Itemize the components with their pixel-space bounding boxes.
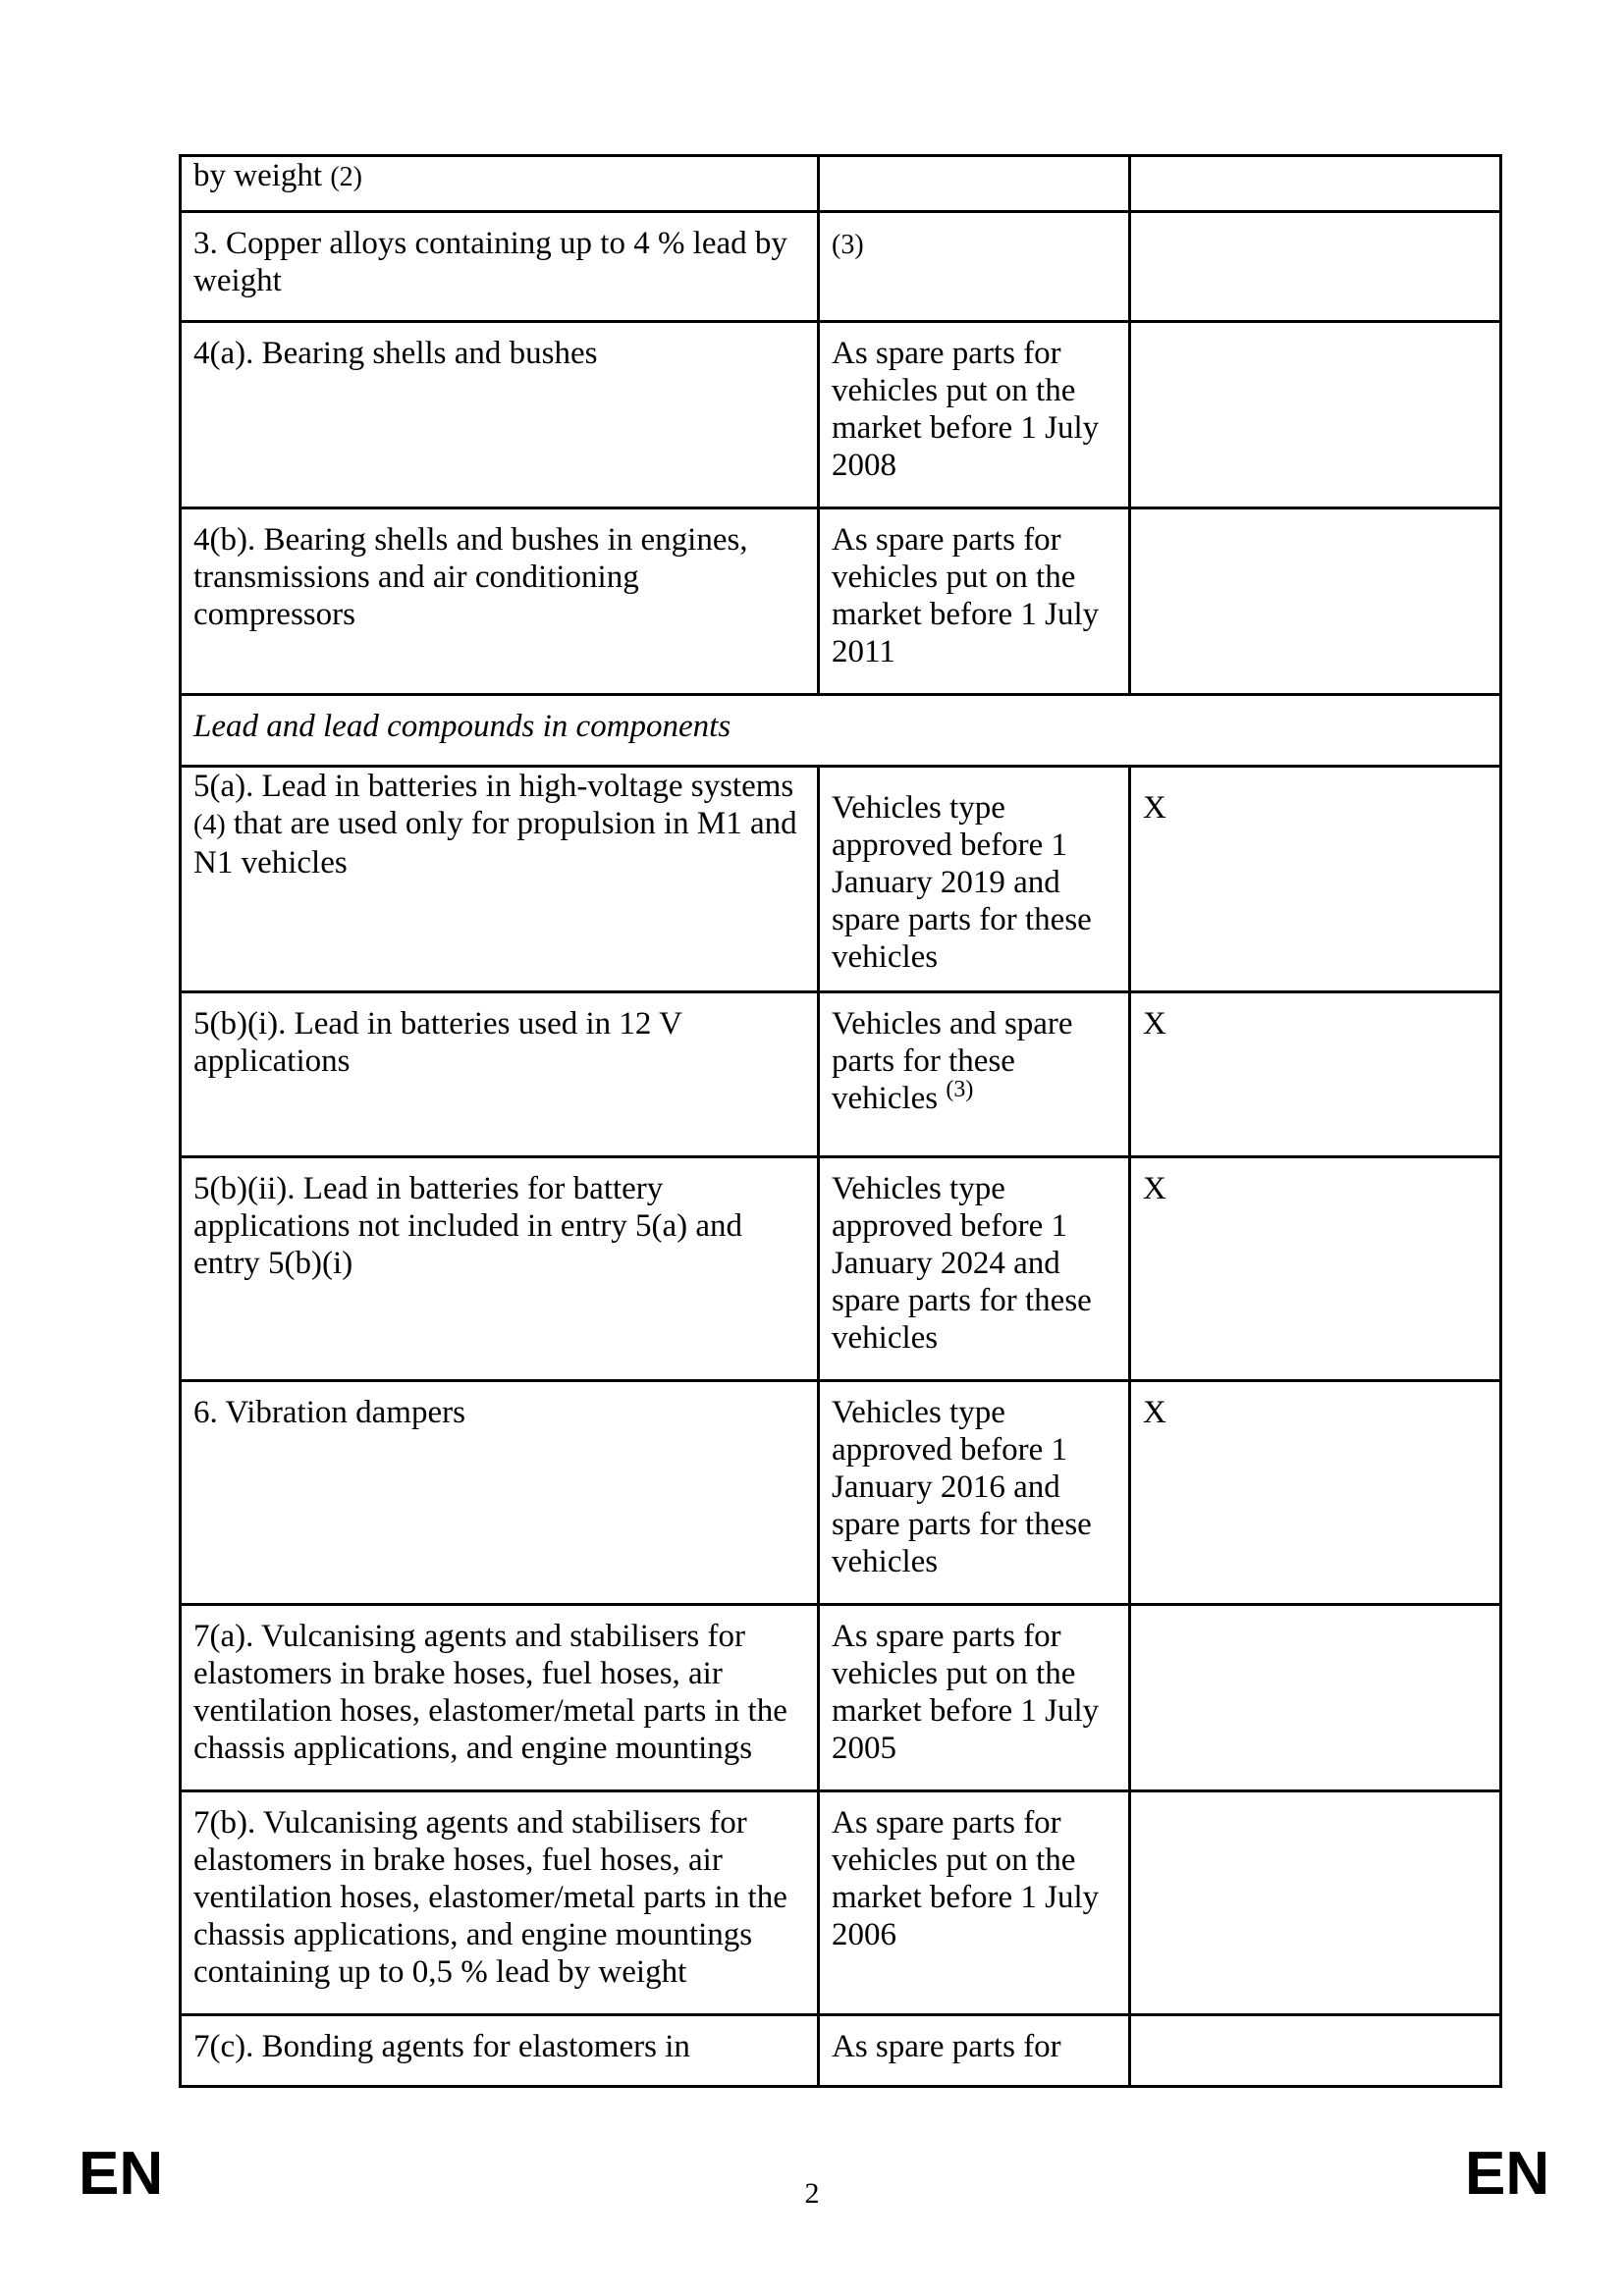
table-row (181, 508, 1501, 695)
table-cell (1130, 508, 1501, 695)
table-row (181, 1157, 1501, 1381)
table-cell: 7(b). Vulcanising agents and stabilisers for elastomers in brake hoses, fuel hoses, air ventilation hoses, elastomer/metal parts in the chassis applications, and engine mountings containing up to 0,5 % lead by weight (181, 1791, 819, 2015)
table-row (181, 1381, 1501, 1605)
language-label-right: EN (1465, 2140, 1550, 2208)
exemptions-table (179, 154, 1502, 2088)
table-cell: 5(b)(i). Lead in batteries used in 12 V applications (181, 992, 819, 1157)
table-cell: 5(a). Lead in batteries in high-voltage systems (4) that are used only for propulsion in M1 and N1 vehicles (181, 767, 819, 992)
table-cell (1130, 212, 1501, 322)
table-cell: 4(a). Bearing shells and bushes (181, 322, 819, 508)
table-cell (819, 212, 1130, 322)
table-cell (1130, 156, 1501, 212)
table-cell: 7(c). Bonding agents for elastomers in (181, 2015, 819, 2087)
table-row (181, 156, 1501, 212)
language-label-left: EN (79, 2140, 164, 2208)
section-header-row (181, 695, 1501, 767)
table-cell: As spare parts for vehicles put on the market before 1 July 2011 (819, 508, 1130, 695)
table-cell: 5(b)(ii). Lead in batteries for battery applications not included in entry 5(a) and entry 5(b)(i) (181, 1157, 819, 1381)
table-cell: 3. Copper alloys containing up to 4 % lead by weight (181, 212, 819, 322)
footnote-ref: (3) (832, 230, 864, 260)
table-cell: 7(a). Vulcanising agents and stabilisers for elastomers in brake hoses, fuel hoses, air ventilation hoses, elastomer/metal parts in the chassis applications, and engine mountings (181, 1605, 819, 1791)
table-cell: As spare parts for vehicles put on the market before 1 July 2005 (819, 1605, 1130, 1791)
page-number: 2 (804, 2177, 820, 2210)
footnote-ref: (4) (193, 810, 226, 840)
table-cell: X (1130, 1381, 1501, 1605)
table-row (181, 992, 1501, 1157)
table-row (181, 1791, 1501, 2015)
table-cell: X (1130, 992, 1501, 1157)
table-cell: As spare parts for vehicles put on the market before 1 July 2006 (819, 1791, 1130, 2015)
table-cell: by weight (2) (181, 156, 819, 212)
section-heading: Lead and lead compounds in components (181, 695, 1501, 767)
table-cell: X (1130, 1157, 1501, 1381)
table-row (181, 2015, 1501, 2087)
table-row (181, 767, 1501, 992)
table-cell: Vehicles type approved before 1 January 2016 and spare parts for these vehicles (819, 1381, 1130, 1605)
table-cell: 6. Vibration dampers (181, 1381, 819, 1605)
table-cell (1130, 322, 1501, 508)
table-cell: X (1130, 767, 1501, 992)
table-cell (819, 156, 1130, 212)
table-row (181, 212, 1501, 322)
table-cell (819, 992, 1130, 1157)
footnote-ref: (2) (330, 162, 362, 192)
table-cell (1130, 2015, 1501, 2087)
table-row (181, 1605, 1501, 1791)
table-cell: 4(b). Bearing shells and bushes in engines, transmissions and air conditioning compressors (181, 508, 819, 695)
footnote-ref: (3) (946, 1077, 974, 1102)
table-row (181, 322, 1501, 508)
table-cell: Vehicles type approved before 1 January 2019 and spare parts for these vehicles (819, 767, 1130, 992)
table-cell: As spare parts for (819, 2015, 1130, 2087)
cell-text: Vehicles and spare parts for these vehicles (832, 1006, 1073, 1116)
table-cell: Vehicles type approved before 1 January 2024 and spare parts for these vehicles (819, 1157, 1130, 1381)
table-cell: As spare parts for vehicles put on the market before 1 July 2008 (819, 322, 1130, 508)
table-cell (1130, 1791, 1501, 2015)
table-cell (1130, 1605, 1501, 1791)
